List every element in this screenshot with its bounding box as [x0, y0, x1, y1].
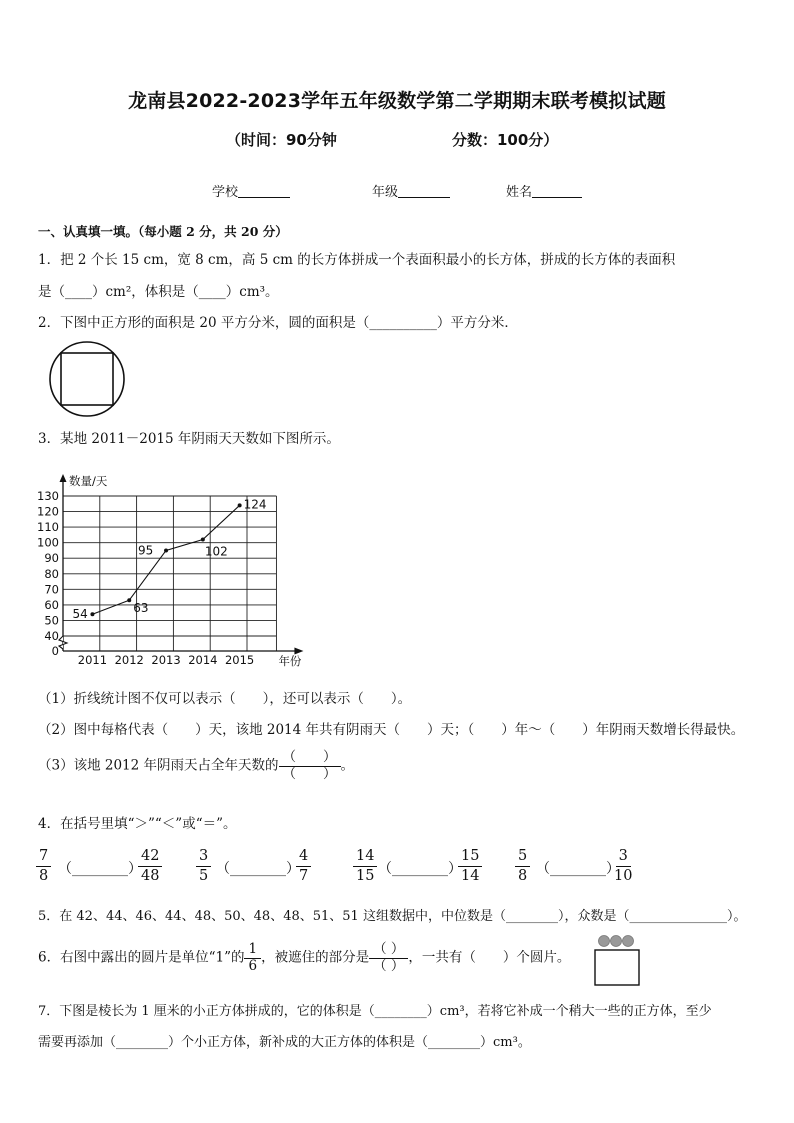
fraction-numerator: 3 — [196, 847, 211, 867]
cover-box — [595, 950, 639, 985]
q6-fraction — [244, 942, 261, 974]
x-tick-label: 2015 — [224, 653, 255, 667]
q4-item1-left-fraction — [36, 847, 51, 886]
name-field — [506, 181, 582, 200]
q4-item3-left-fraction — [353, 847, 377, 886]
q6-blank-fraction — [369, 942, 408, 974]
q4-item4-blank: （________） — [536, 861, 620, 877]
q4-item3-right-fraction — [458, 847, 482, 886]
fraction-denominator: 7 — [299, 867, 309, 884]
q6-mid: ，被遮住的部分是 — [261, 949, 370, 966]
data-point — [201, 538, 205, 542]
page-title: 龙南县2022-2023学年五年级数学第二学期期末联考模拟试题 — [128, 90, 666, 112]
x-tick-label: 2012 — [114, 653, 144, 667]
school-field — [212, 181, 290, 200]
y-tick-label: 60 — [44, 597, 59, 612]
fraction-numerator: 3 — [616, 847, 631, 867]
y-tick-label: 0 — [51, 644, 59, 658]
q3-sub3-suffix: 。 — [340, 757, 355, 774]
section-heading: 一、认真填一填。（每小题 2 分，共 20 分） — [38, 224, 288, 239]
q4-item2-left-fraction — [196, 847, 211, 886]
fraction-denominator: 8 — [39, 867, 49, 884]
q6-prefix: 6．右图中露出的圆片是单位“1”的 — [38, 949, 245, 966]
x-tick-label: 2014 — [188, 653, 218, 667]
grade-blank — [398, 184, 450, 198]
fraction-denominator: 10 — [614, 867, 633, 884]
x-tick-label: 2013 — [151, 653, 181, 667]
q4-item1-right-fraction — [138, 847, 162, 886]
q1-line2: 是（____）cm²，体积是（____）cm³。 — [38, 284, 279, 300]
q1-line1: 1．把 2 个长 15 cm，宽 8 cm，高 5 cm 的长方体拼成一个表面积最小的长方体，拼成的长方体的表面积 — [38, 252, 676, 268]
exam-score: 分数：100分） — [452, 131, 559, 149]
data-point — [164, 548, 168, 552]
y-tick-label: 110 — [37, 520, 59, 535]
data-label: 102 — [204, 544, 228, 559]
q3-sub3-numerator-blank: （ ） — [279, 750, 341, 767]
square-shape — [61, 353, 113, 405]
q4-item4-left-fraction — [515, 847, 530, 886]
series-line — [92, 505, 239, 614]
q7-line1: 7．下图是棱长为 1 厘米的小正方体拼成的，它的体积是（________）cm³，若将它补成一个稍大一些的正方体，至少 — [38, 1004, 712, 1019]
q6-suffix: ，一共有（ ）个圆片。 — [408, 949, 571, 966]
covered-discs-figure — [592, 932, 644, 988]
fraction-denominator: 48 — [141, 867, 160, 884]
q3-sub1: （1）折线统计图不仅可以表示（ ），还可以表示（ ）。 — [38, 691, 412, 707]
y-tick-label: 40 — [44, 629, 59, 643]
y-axis-label: 数量/天 — [69, 474, 108, 488]
disc-icon — [599, 936, 610, 947]
fraction-denominator: 15 — [356, 867, 375, 884]
data-label: 95 — [138, 543, 154, 558]
fraction-numerator: 14 — [353, 847, 377, 867]
y-tick-label: 120 — [37, 504, 59, 519]
grade-label: 年级 — [372, 185, 399, 200]
name-blank — [532, 184, 582, 198]
q4-item2-right-fraction — [296, 847, 311, 886]
data-point — [90, 612, 94, 616]
q4-item1-blank: （________） — [58, 861, 142, 877]
fraction-numerator: 5 — [515, 847, 530, 867]
fraction-numerator-blank: （ ） — [369, 942, 408, 959]
data-point — [127, 598, 131, 602]
q5-text: 5．在 42、44、46、44、48、50、48、48、51、51 这组数据中，中位数是（________），众数是（_______________）。 — [38, 909, 747, 924]
school-blank — [238, 184, 290, 198]
school-label: 学校 — [212, 185, 239, 200]
y-tick-label: 90 — [44, 551, 59, 566]
y-tick-label: 80 — [44, 566, 59, 581]
data-label: 54 — [72, 607, 88, 622]
y-tick-label: 70 — [44, 582, 59, 597]
q2-text: 2．下图中正方形的面积是 20 平方分米，圆的面积是（__________）平方分米． — [38, 315, 518, 331]
circle-square-figure — [48, 340, 128, 420]
data-label: 63 — [133, 601, 149, 616]
q3-intro: 3．某地 2011－2015 年阴雨天天数如下图所示。 — [38, 431, 340, 447]
q3-sub3-prefix: （3）该地 2012 年阴雨天占全年天数的 — [38, 757, 279, 774]
q4-item3-blank: （________） — [378, 861, 462, 877]
x-axis-label: 年份 — [278, 654, 302, 668]
axis-break-mark — [59, 636, 67, 649]
q3-sub3-denominator-blank: （ ） — [282, 765, 337, 782]
q4-item2-blank: （________） — [216, 861, 300, 877]
q4-text: 4．在括号里填“＞”“＜”或“＝”。 — [38, 816, 237, 832]
data-point — [238, 503, 242, 507]
q3-sub3 — [38, 750, 354, 782]
disc-icon — [623, 936, 634, 947]
fraction-denominator: 14 — [461, 867, 480, 884]
disc-icon — [611, 936, 622, 947]
fraction-numerator: 4 — [296, 847, 311, 867]
fraction-numerator: 1 — [244, 942, 261, 959]
y-tick-label: 50 — [44, 613, 59, 628]
q6-text — [38, 942, 570, 974]
fraction-numerator: 7 — [36, 847, 51, 867]
fraction-denominator-blank: （ ） — [373, 957, 405, 974]
exam-time: （时间：90分钟 — [226, 131, 337, 149]
y-tick-label: 100 — [37, 535, 59, 550]
fraction-numerator: 15 — [458, 847, 482, 867]
q7-line2: 需要再添加（________）个小正方体，新补成的大正方体的体积是（________）cm³。 — [38, 1035, 531, 1050]
grade-field — [372, 181, 450, 200]
fraction-denominator: 6 — [248, 957, 258, 974]
fraction-denominator: 5 — [199, 867, 209, 884]
x-tick-label: 2011 — [77, 653, 108, 667]
line-chart — [28, 470, 318, 670]
q3-sub3-fraction — [279, 750, 341, 782]
y-axis-arrow — [60, 474, 67, 482]
fraction-numerator: 42 — [138, 847, 162, 867]
q4-item4-right-fraction — [614, 847, 632, 886]
name-label: 姓名 — [506, 185, 533, 200]
data-label: 124 — [243, 497, 267, 512]
fraction-denominator: 8 — [518, 867, 528, 884]
y-tick-label: 130 — [37, 489, 59, 503]
q3-sub2: （2）图中每格代表（ ）天，该地 2014 年共有阴雨天（ ）天；（ ）年～（ ）年阴雨天数增长得最快。 — [38, 722, 745, 738]
